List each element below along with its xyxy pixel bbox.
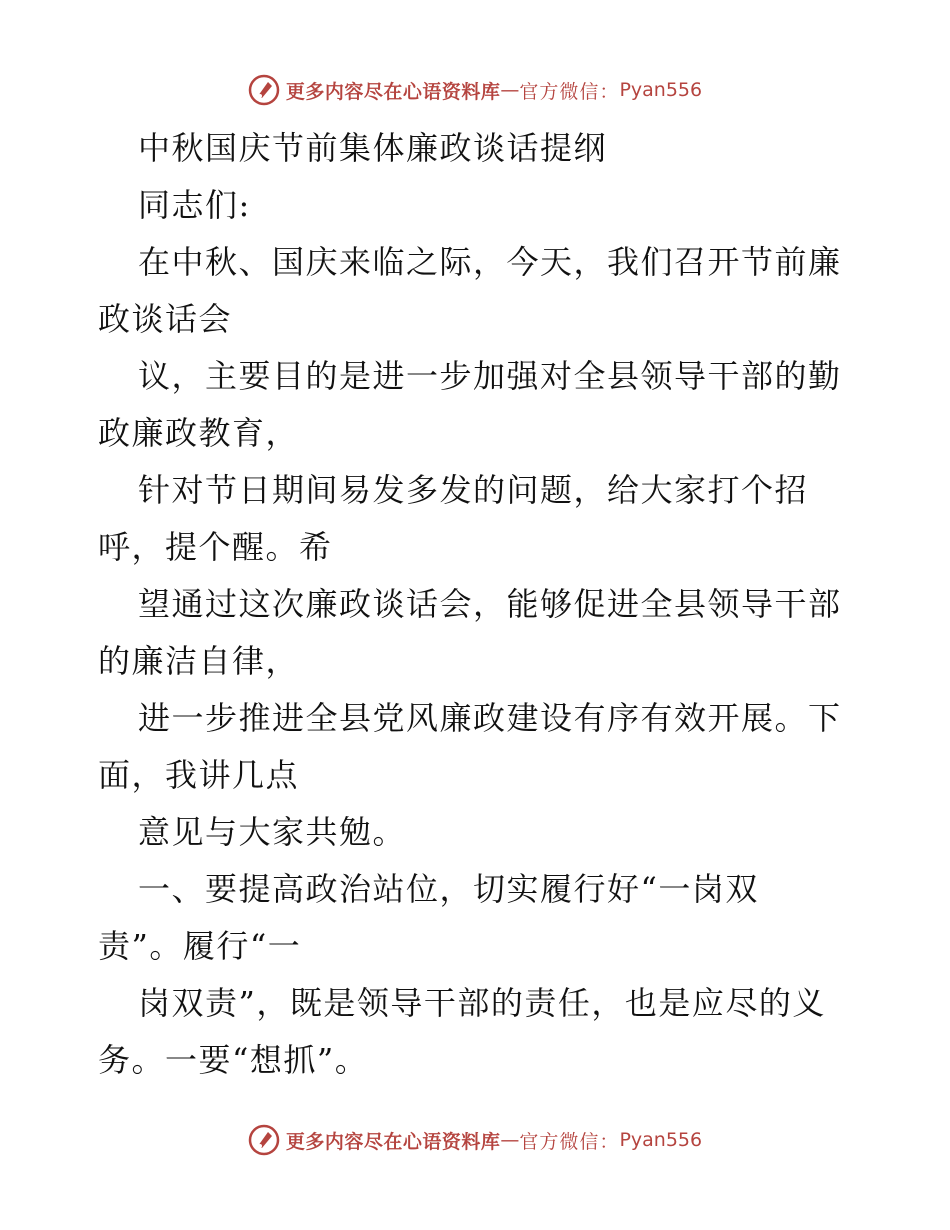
watermark-wechat-id: Pyan556 — [619, 1129, 703, 1151]
text-line: 政廉政教育， — [98, 414, 300, 452]
section-heading-line: 一、要提高政治站位，切实履行好“一岗双 — [138, 870, 759, 908]
pen-nib-logo-icon — [248, 74, 280, 106]
watermark-wechat-label: 官方微信： — [519, 80, 620, 103]
document-body — [98, 120, 858, 1089]
text-line: 同志们: — [138, 186, 251, 224]
text-line: 呼，提个醒。希 — [98, 528, 333, 566]
watermark-header — [0, 72, 950, 108]
text-line: 政谈话会 — [98, 300, 233, 338]
text-line: 面，我讲几点 — [98, 756, 300, 794]
watermark-separator: — — [500, 79, 520, 101]
text-line: 望通过这次廉政谈话会，能够促进全县领导干部 — [138, 585, 842, 623]
watermark-site-text: 更多内容尽在心语资料库 — [285, 80, 501, 103]
watermark-wechat-id: Pyan556 — [619, 79, 703, 101]
text-line: 在中秋、国庆来临之际，今天，我们召开节前廉 — [138, 243, 842, 281]
watermark-wechat-label: 官方微信： — [519, 1130, 620, 1153]
watermark-footer — [0, 1122, 950, 1158]
pen-nib-logo-icon — [248, 1124, 280, 1156]
text-line: 针对节日期间易发多发的问题，给大家打个招 — [138, 471, 809, 509]
document-title: 中秋国庆节前集体廉政谈话提纲 — [138, 129, 608, 167]
watermark-separator: — — [500, 1129, 520, 1151]
text-line: 议，主要目的是进一步加强对全县领导干部的勤 — [138, 357, 842, 395]
text-line: 务。一要“想抓”。 — [98, 1041, 369, 1079]
text-line: 岗双责”，既是领导干部的责任，也是应尽的义 — [138, 984, 826, 1022]
text-line: 的廉洁自律， — [98, 642, 300, 680]
text-line: 责”。履行“一 — [98, 927, 302, 965]
watermark-site-text: 更多内容尽在心语资料库 — [285, 1130, 501, 1153]
text-line: 进一步推进全县党风廉政建设有序有效开展。下 — [138, 699, 842, 737]
text-line: 意见与大家共勉。 — [138, 813, 407, 851]
